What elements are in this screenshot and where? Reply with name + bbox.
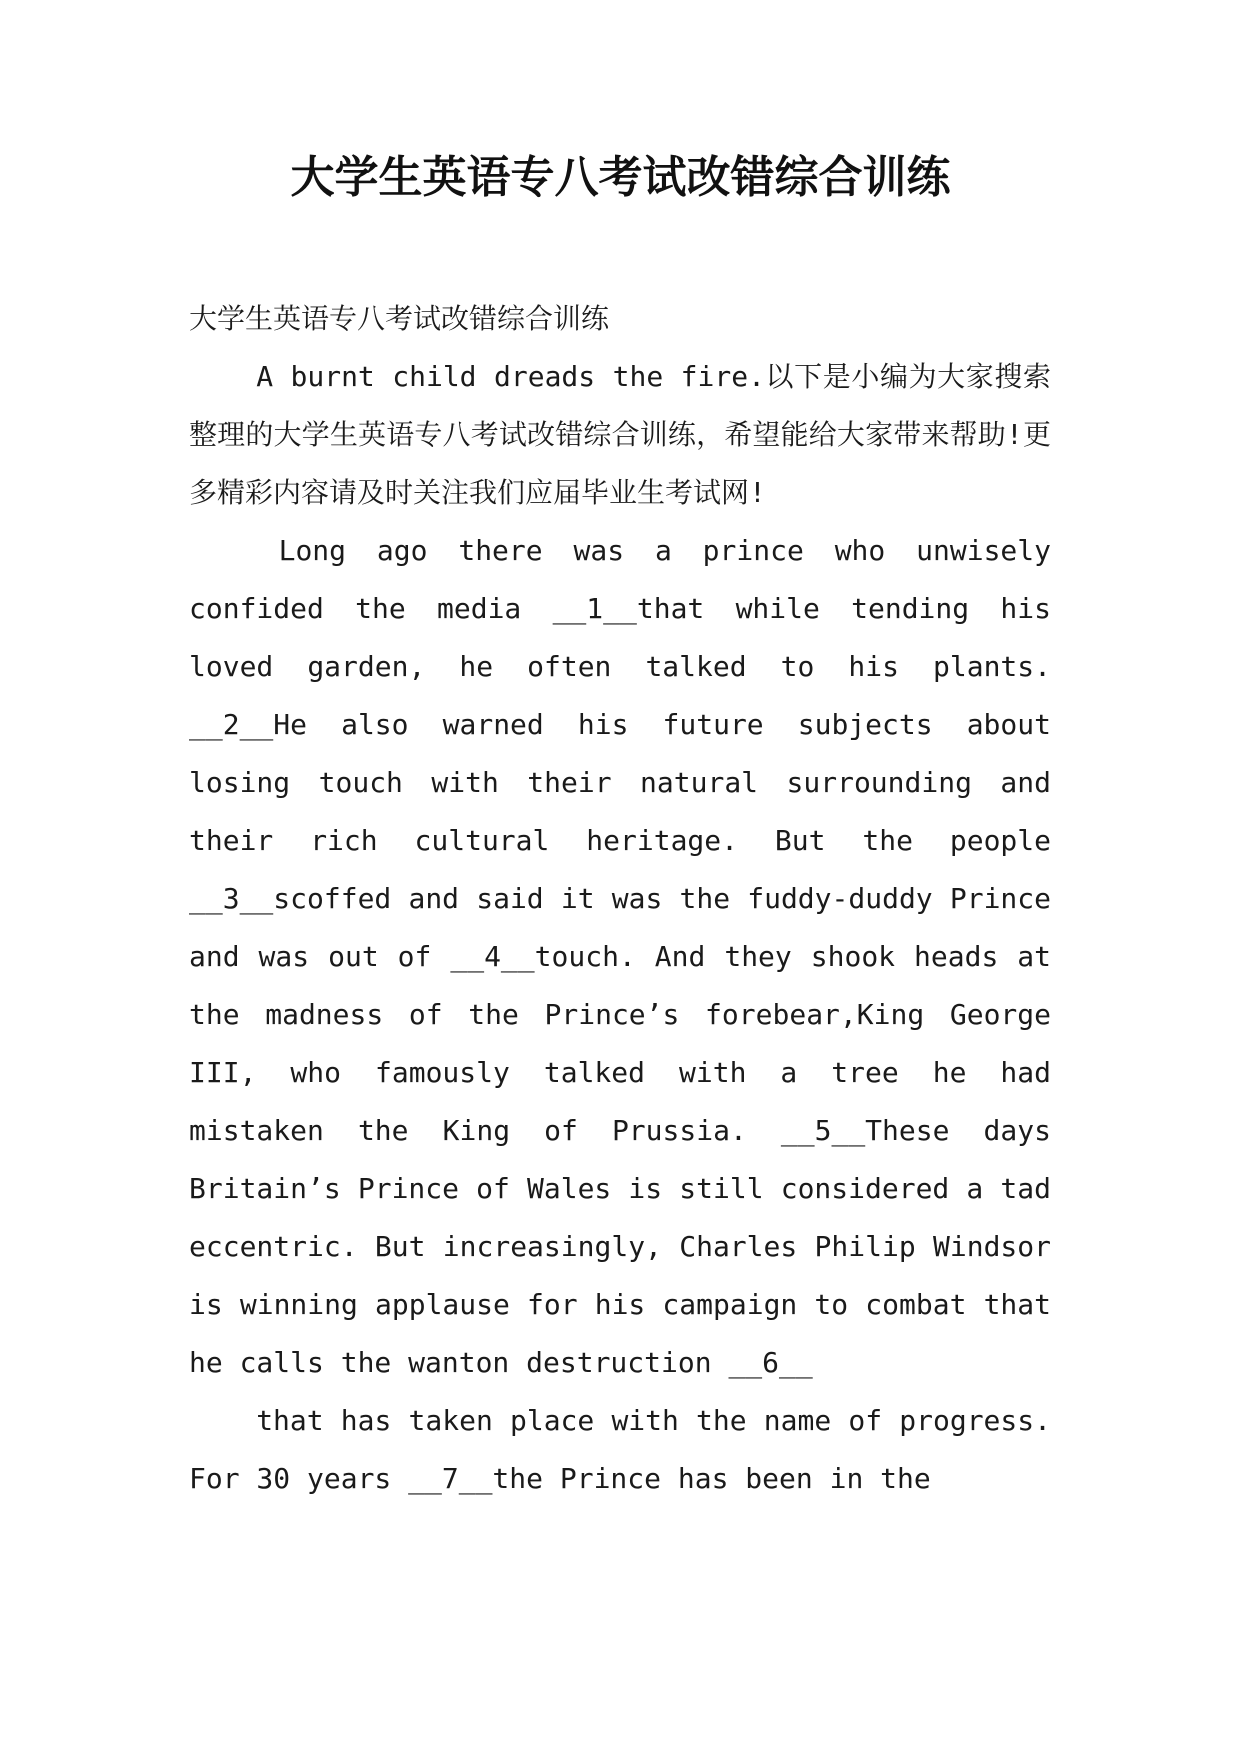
- passage-paragraph-continued: that has taken place with the name of progress. For 30 years __7__the Prince has been in the: [189, 1404, 1051, 1495]
- intro-paragraph: A burnt child dreads the fire.以下是小编为大家搜索整理的大学生英语专八考试改错综合训练，希望能给大家带来帮助!更多精彩内容请及时关注我们应届毕业生考试网!: [189, 360, 1051, 509]
- document-body: [189, 290, 1051, 1508]
- document-subtitle: 大学生英语专八考试改错综合训练: [189, 302, 610, 335]
- document-title: 大学生英语专八考试改错综合训练: [290, 152, 951, 203]
- passage-paragraph: Long ago there was a prince who unwisely confided the media __1__that while tending his loved garden, he often talked to his plants. __2__He also warned his future subjects about losing touch with their natural surrounding and their rich cultural heritage. But the people __3__scoffed and said it was the fuddy-duddy Prince and was out of __4__touch. And they shook heads at the madness of the Prince’s forebear,King George III, who famously talked with a tree he had mistaken the King of Prussia. __5__These days Britain’s Prince of Wales is still considered a tad eccentric. But increasingly, Charles Philip Windsor is winning applause for his campaign to combat that he calls the wanton destruction __6__: [189, 534, 1051, 1379]
